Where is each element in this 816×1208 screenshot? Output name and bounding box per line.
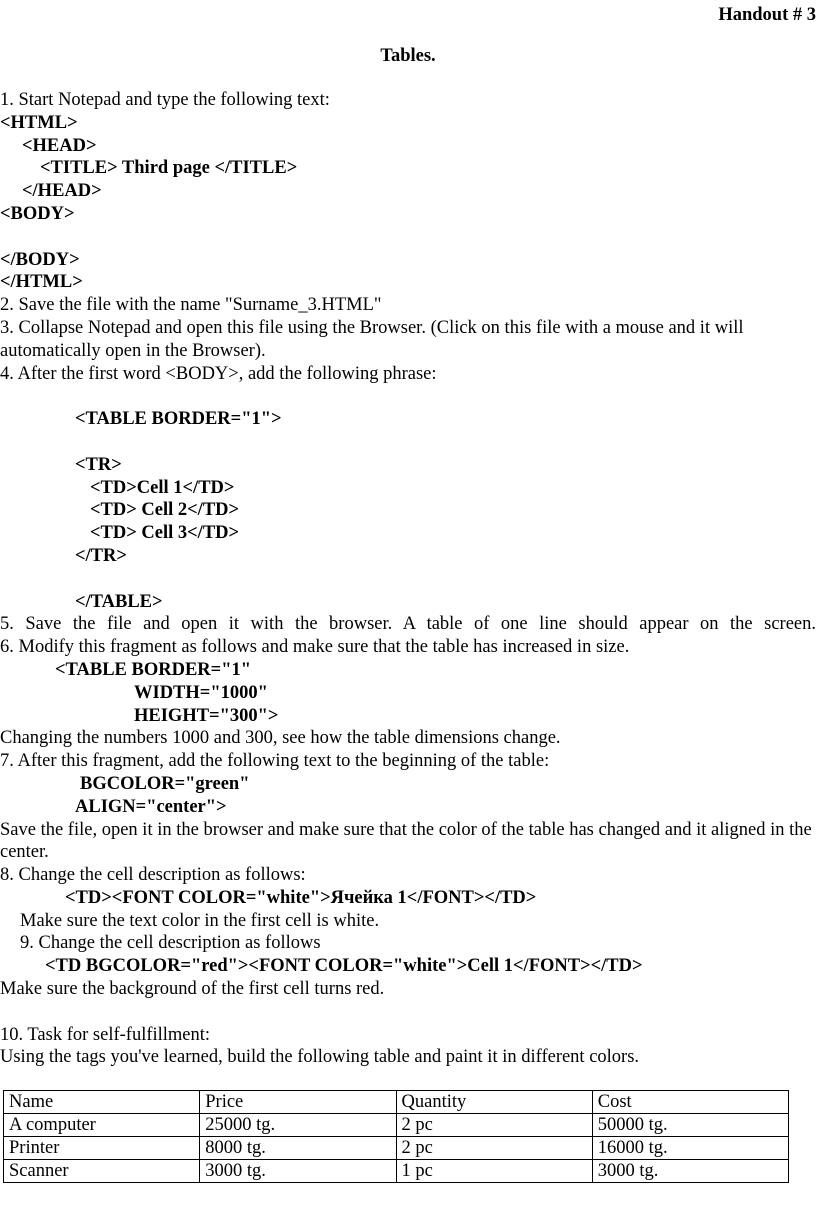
step-7: 7. After this fragment, add the following text to the beginning of the table: xyxy=(0,751,550,772)
note-10: Using the tags you've learned, build the following table and paint it in different colors. xyxy=(0,1047,640,1068)
product-table xyxy=(3,1090,789,1183)
step-6: 6. Modify this fragment as follows and make sure that the table has increased in size. xyxy=(0,637,630,658)
table-cell: 3000 tg. xyxy=(592,1160,788,1183)
table-cell: Scanner xyxy=(4,1160,200,1183)
code-title-line: <TITLE> Third page </TITLE> xyxy=(40,158,298,179)
table-cell: Printer xyxy=(4,1137,200,1160)
table-row xyxy=(4,1137,789,1160)
table-cell: A computer xyxy=(4,1114,200,1137)
blank-line xyxy=(0,431,816,454)
code-tr-open: <TR> xyxy=(75,454,122,475)
step-4: 4. After the first word <BODY>, add the following phrase: xyxy=(0,363,437,384)
blank-line xyxy=(0,1001,816,1024)
code7-line-1: BGCOLOR="green" xyxy=(80,773,250,794)
step-1: 1. Start Notepad and type the following text: xyxy=(0,90,330,110)
code-9: <TD BGCOLOR="red"><FONT COLOR="white">Cell 1</FONT></TD> xyxy=(45,956,643,977)
code-html-open: <HTML> xyxy=(0,112,78,133)
code-tr-close: </TR> xyxy=(75,545,127,566)
code-body-open: <BODY> xyxy=(0,203,75,224)
document-body xyxy=(0,89,816,1069)
code-body-close: </BODY> xyxy=(0,249,80,270)
code-td-3: <TD> Cell 3</TD> xyxy=(90,523,240,544)
step-5: 5. Save the file and open it with the browser. A table of one line should appear on the screen. xyxy=(0,614,816,635)
step-2: 2. Save the file with the name "Surname_3.HTML" xyxy=(0,295,382,316)
code-html-close: </HTML> xyxy=(0,272,83,293)
table-cell: 16000 tg. xyxy=(592,1137,788,1160)
product-table-container xyxy=(3,1090,789,1183)
note-6: Changing the numbers 1000 and 300, see how the table dimensions change. xyxy=(0,728,561,749)
code-8: <TD><FONT COLOR="white">Ячейка 1</FONT></TD> xyxy=(65,887,537,908)
table-cell: 1 pc xyxy=(396,1160,592,1183)
note-9: Make sure the background of the first cell turns red. xyxy=(0,979,385,1000)
note-7: Save the file, open it in the browser and make sure that the color of the table has changed and it aligned in the center. xyxy=(0,819,812,863)
blank-line xyxy=(0,385,816,408)
table-header-row xyxy=(4,1091,789,1114)
code-td-2: <TD> Cell 2</TD> xyxy=(90,500,240,521)
table-cell: 2 pc xyxy=(396,1137,592,1160)
header-cell: Price xyxy=(200,1091,396,1114)
note-8: Make sure the text color in the first cell is white. xyxy=(20,910,380,931)
header-cell: Cost xyxy=(592,1091,788,1114)
table-cell: 2 pc xyxy=(396,1114,592,1137)
code6-line-1: <TABLE BORDER="1" xyxy=(55,659,251,680)
step-8: 8. Change the cell description as follows: xyxy=(0,865,306,886)
table-row xyxy=(4,1160,789,1183)
step-9: 9. Change the cell description as follows xyxy=(20,933,321,954)
header-cell: Quantity xyxy=(396,1091,592,1114)
table-cell: 3000 tg. xyxy=(200,1160,396,1183)
blank-line xyxy=(0,226,816,249)
code-table-close: </TABLE> xyxy=(75,591,163,612)
table-cell: 50000 tg. xyxy=(592,1114,788,1137)
code6-line-3: HEIGHT="300"> xyxy=(134,705,279,726)
header-cell: Name xyxy=(4,1091,200,1114)
code-table-open: <TABLE BORDER="1"> xyxy=(75,409,282,430)
table-cell: 8000 tg. xyxy=(200,1137,396,1160)
blank-line xyxy=(0,568,816,591)
code-td-1: <TD>Cell 1</TD> xyxy=(90,477,235,498)
page-title: Tables. xyxy=(380,46,436,66)
table-cell: 25000 tg. xyxy=(200,1114,396,1137)
handout-number: Handout # 3 xyxy=(718,5,816,25)
table-row xyxy=(4,1114,789,1137)
step-10: 10. Task for self-fulfillment: xyxy=(0,1024,211,1045)
code-head-open: <HEAD> xyxy=(22,135,97,156)
code6-line-2: WIDTH="1000" xyxy=(134,682,268,703)
step-3: 3. Collapse Notepad and open this file using the Browser. (Click on this file with a mouse and it will automatically open in the Browser). xyxy=(0,317,744,361)
code7-line-2: ALIGN="center"> xyxy=(75,796,227,817)
code-head-close: </HEAD> xyxy=(22,181,102,202)
